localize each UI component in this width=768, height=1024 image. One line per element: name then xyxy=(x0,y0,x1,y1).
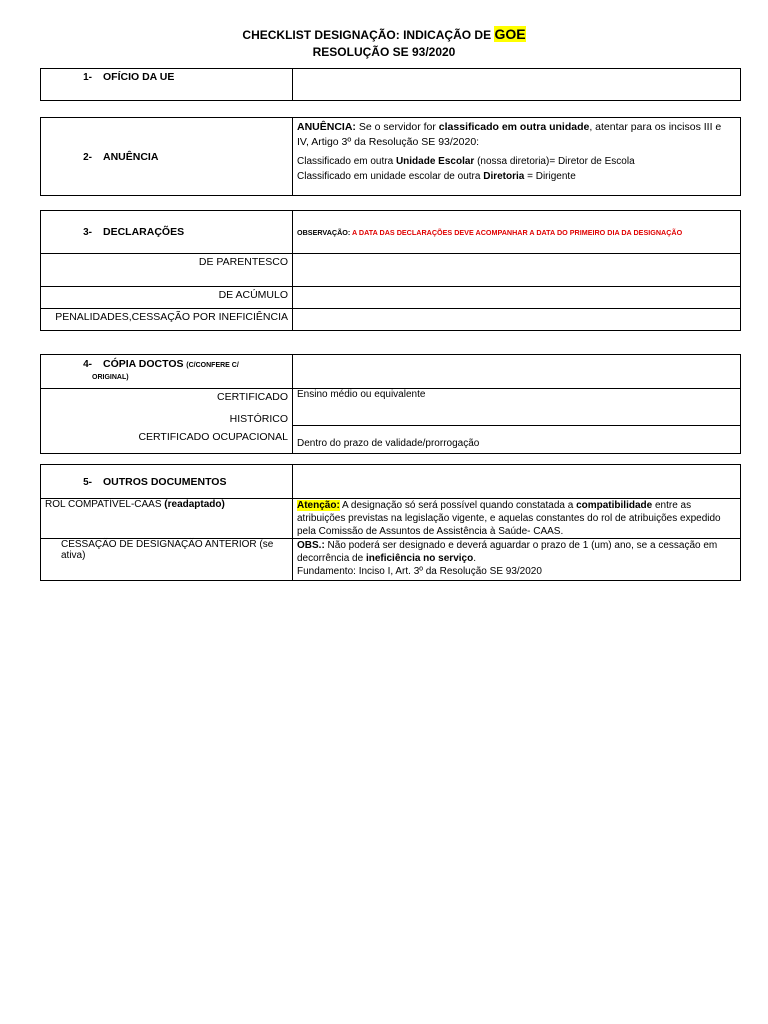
historico-label: HISTÓRICO xyxy=(229,413,288,425)
rol-compativel-cell xyxy=(41,499,293,539)
section-2-label-cell xyxy=(41,118,293,196)
certificado-note: Ensino médio ou equivalente xyxy=(297,389,426,400)
section-5-value-cell[interactable] xyxy=(293,465,741,499)
line3-b: = Dirigente xyxy=(524,171,576,182)
certificado-label: CERTIFICADO xyxy=(217,391,288,403)
observation-text: A DATA DAS DECLARAÇÕES DEVE ACOMPANHAR A DATA DO PRIMEIRO DIA DA DESIGNAÇÃO xyxy=(350,227,683,237)
cessacao-obs xyxy=(297,539,736,565)
anuencia-line-3 xyxy=(297,169,736,184)
title-highlight: GOE xyxy=(494,26,526,42)
obs-bold: ineficiência no serviço xyxy=(365,553,474,564)
anuencia-bold-label: ANUÊNCIA: xyxy=(297,121,356,133)
section-5-label-cell xyxy=(41,465,293,499)
declaracao-acumulo: DE ACÚMULO xyxy=(41,287,293,309)
section-1-value-cell[interactable] xyxy=(293,69,741,101)
section-2-table xyxy=(40,117,741,196)
anuencia-text-a: Se o servidor for xyxy=(355,121,439,133)
atencao-cell xyxy=(293,499,741,539)
document-subtitle: RESOLUÇÃO SE 93/2020 xyxy=(312,45,456,59)
section-4-label: CÓPIA DOCTOS xyxy=(103,358,184,370)
section-4-table xyxy=(40,354,741,454)
declaracao-acumulo-value[interactable] xyxy=(293,287,741,309)
atencao-label: Atenção: xyxy=(297,500,340,511)
section-4-value-cell[interactable] xyxy=(293,355,741,389)
cessacao-cell: CESSAÇÃO DE DESIGNAÇÃO ANTERIOR (se ativa) xyxy=(41,539,293,581)
section-2-content-cell xyxy=(293,118,741,196)
atencao-text-a: A designação só será possível quando constatada a xyxy=(339,500,577,511)
section-3-number: 3- xyxy=(83,227,92,238)
document-title xyxy=(0,26,768,44)
declaracao-parentesco: DE PARENTESCO xyxy=(41,254,293,287)
anuencia-text-b: , atentar para os incisos III e IV, Artigo 3º da Resolução SE 93/2020: xyxy=(297,121,722,148)
section-4-label-small: (C/CONFERE C/ xyxy=(186,362,239,369)
rol-compativel-label: ROL COMPATÍVEL-CAAS xyxy=(45,499,165,510)
certificado-ocupacional-label: CERTIFICADO OCUPACIONAL xyxy=(41,425,293,453)
rol-readaptado: (readaptado) xyxy=(164,499,225,510)
line2-b: (nossa diretoria)= Diretor de Escola xyxy=(474,156,635,167)
atencao-bold: compatibilidade xyxy=(576,500,653,511)
section-5-label: OUTROS DOCUMENTOS xyxy=(103,476,227,488)
atencao-text-b: entre as atribuições previstas na legislação vigente, e aquelas constantes do rol de atribuições expedido pela Comissão de Assuntos de Assistência à Saúde- CAAS. xyxy=(297,500,721,537)
obs-text-a: Não poderá ser designado e deverá aguardar o prazo de 1 (um) ano, se a cessação em decorrência de xyxy=(297,540,718,564)
declaracao-penalidades: PENALIDADES,CESSAÇÃO POR INEFICIÊNCIA xyxy=(41,309,293,331)
section-1-table xyxy=(40,68,741,101)
section-3-label-cell xyxy=(41,211,293,254)
anuencia-line-2 xyxy=(297,154,736,169)
title-prefix: CHECKLIST DESIGNAÇÃO: INDICAÇÃO DE xyxy=(242,28,495,42)
declaracao-penalidades-value[interactable] xyxy=(293,309,741,331)
section-5-number: 5- xyxy=(83,477,92,488)
section-4-label-cell xyxy=(41,355,293,389)
section-3-observation-cell xyxy=(293,211,741,254)
fundamento: Fundamento: Inciso I, Art. 3º da Resolução SE 93/2020 xyxy=(297,566,542,577)
section-1-label: OFÍCIO DA UE xyxy=(103,71,175,83)
section-3-table xyxy=(40,210,741,331)
line3-bold: Diretoria xyxy=(483,171,525,182)
line2-a: Classificado em outra xyxy=(297,156,396,167)
line2-bold: Unidade Escolar xyxy=(395,156,475,167)
certificado-historico-cell xyxy=(41,389,293,426)
section-1-number: 1- xyxy=(83,72,92,83)
obs-text-b: . xyxy=(473,553,476,564)
cessacao-obs-cell xyxy=(293,539,741,581)
line3-a: Classificado em unidade escolar de outra xyxy=(297,171,484,182)
observation-label: OBSERVAÇÃO: xyxy=(297,227,351,237)
section-3-label: DECLARAÇÕES xyxy=(103,226,185,238)
ocupacional-note: Dentro do prazo de validade/prorrogação xyxy=(293,425,741,453)
section-4-number: 4- xyxy=(83,359,92,370)
anuencia-paragraph xyxy=(297,120,736,150)
section-5-table xyxy=(40,464,741,581)
obs-label: OBS.: xyxy=(297,540,325,551)
certificado-value-cell[interactable] xyxy=(293,389,741,426)
section-4-label-small-2: ORIGINAL) xyxy=(92,374,129,381)
section-2-number: 2- xyxy=(83,151,92,163)
section-1-label-cell xyxy=(41,69,293,101)
anuencia-bold-text: classificado em outra unidade xyxy=(438,121,590,133)
declaracao-parentesco-value[interactable] xyxy=(293,254,741,287)
section-2-label: ANUÊNCIA xyxy=(103,150,159,163)
